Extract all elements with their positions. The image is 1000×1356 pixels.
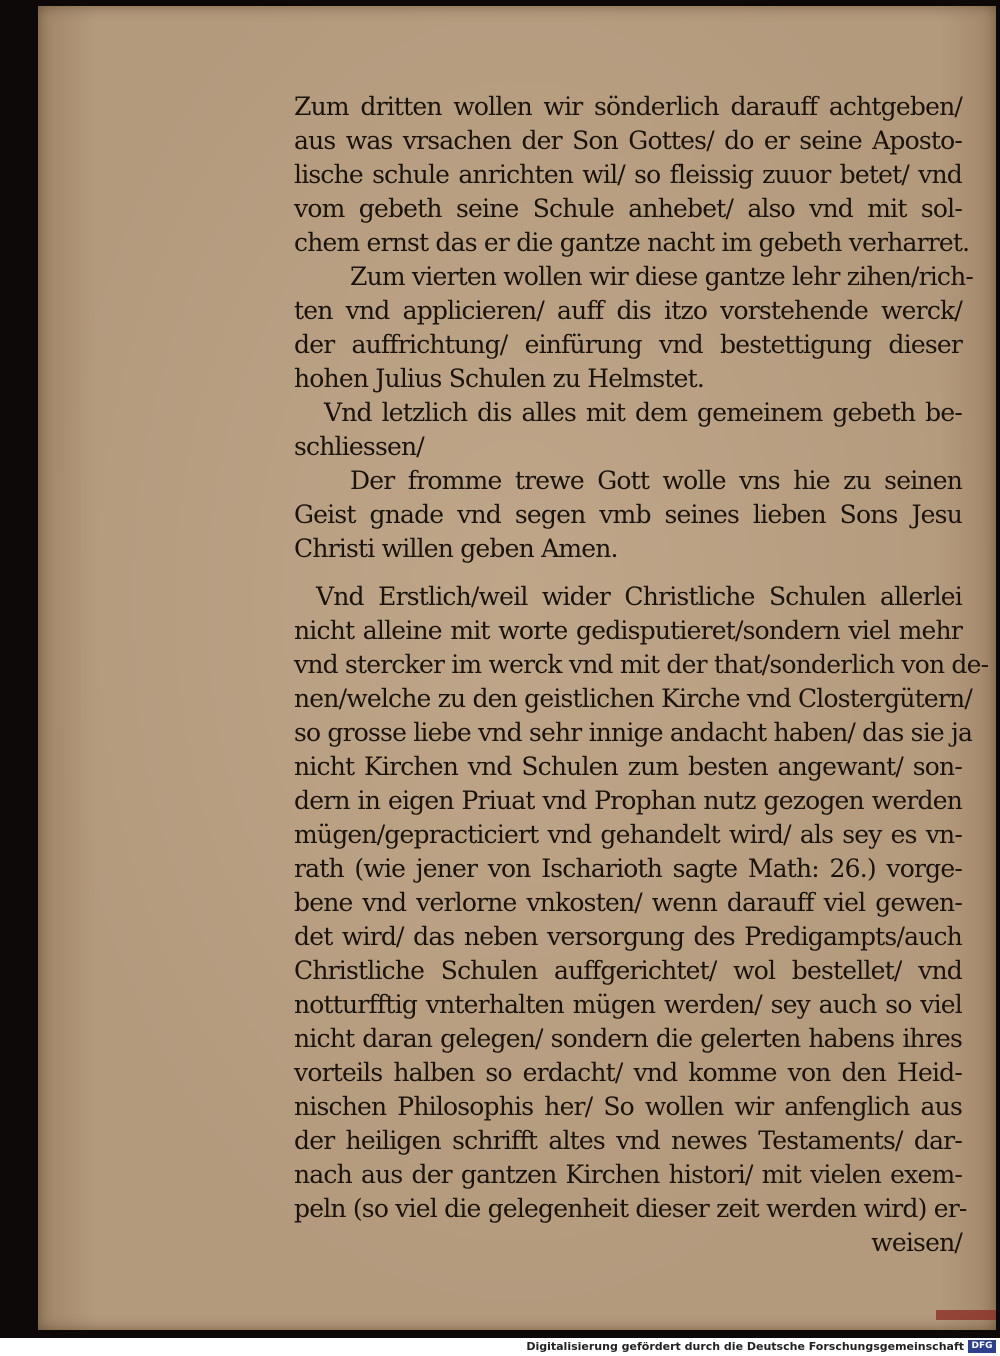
- text-line-9: hohen Julius Schulen zu Helmstet.: [294, 364, 705, 393]
- text-line-12: Der fromme trewe Gott wolle vns hie zu seinen: [350, 466, 962, 495]
- text-line-1: Zum dritten wollen wir sönderlich darauff achtgeben/: [294, 92, 962, 121]
- text-line-30: nischen Philosophis her/ So wollen wir anfenglich aus: [294, 1092, 962, 1121]
- text-line-11: schliessen/: [294, 432, 424, 461]
- text-line-3: lische schule anrichten wil/ so fleissig zuuor betet/ vnd: [294, 160, 962, 189]
- text-line-26: Christliche Schulen auffgerichtet/ wol bestellet/ vnd: [294, 956, 962, 985]
- text-line-31: der heiligen schrifft altes vnd newes Testaments/ dar-: [294, 1126, 962, 1155]
- text-line-20: nicht Kirchen vnd Schulen zum besten angewant/ son-: [294, 752, 962, 781]
- text-line-15: Vnd Erstlich/weil wider Christliche Schulen allerlei: [316, 582, 962, 611]
- text-line-29: vorteils halben so erdacht/ vnd komme von den Heid-: [294, 1058, 962, 1087]
- text-line-18: nen/welche zu den geistlichen Kirche vnd Clostergütern/: [294, 684, 972, 713]
- text-line-5: chem ernst das er die gantze nacht im gebeth verharret.: [294, 228, 970, 257]
- text-line-23: rath (wie jener von Ischarioth sagte Math: 26.) vorge-: [294, 854, 962, 883]
- text-line-28: nicht daran gelegen/ sondern die gelerten habens ihres: [294, 1024, 962, 1053]
- footer-bar: [0, 1338, 1000, 1356]
- text-line-22: mügen/gepracticiert vnd gehandelt wird/ als sey es vn-: [294, 820, 962, 849]
- text-line-7: ten vnd applicieren/ auff dis itzo vorstehende werck/: [294, 296, 962, 325]
- text-line-4: vom gebeth seine Schule anhebet/ also vnd mit sol-: [294, 194, 962, 223]
- text-line-6: Zum vierten wollen wir diese gantze lehr zihen/rich-: [350, 262, 974, 291]
- text-line-25: det wird/ das neben versorgung des Predigampts/auch: [294, 922, 962, 951]
- text-line-27: notturfftig vnterhalten mügen werden/ sey auch so viel: [294, 990, 962, 1019]
- text-line-16: nicht alleine mit worte gedisputieret/sondern viel mehr: [294, 616, 962, 645]
- text-line-34-catchword: weisen/: [871, 1228, 962, 1257]
- text-line-21: dern in eigen Priuat vnd Prophan nutz gezogen werden: [294, 786, 962, 815]
- text-line-10: Vnd letzlich dis alles mit dem gemeinem gebeth be-: [324, 398, 962, 427]
- dfg-logo-icon: DFG: [968, 1340, 996, 1353]
- text-line-33: peln (so viel die gelegenheit dieser zeit werden wird) er-: [294, 1194, 967, 1223]
- text-line-13: Geist gnade vnd segen vmb seines lieben Sons Jesu: [294, 500, 962, 529]
- text-line-8: der auffrichtung/ einfürung vnd bestettigung dieser: [294, 330, 962, 359]
- footer-credit: Digitalisierung gefördert durch die Deutsche Forschungsgemeinschaft: [526, 1340, 964, 1353]
- text-line-2: aus was vrsachen der Son Gottes/ do er seine Aposto-: [294, 126, 962, 155]
- text-line-32: nach aus der gantzen Kirchen histori/ mit vielen exem-: [294, 1160, 962, 1189]
- red-edge-mark: [936, 1310, 996, 1320]
- text-line-14: Christi willen geben Amen.: [294, 534, 618, 563]
- book-page: [38, 6, 996, 1330]
- text-line-17: vnd stercker im werck vnd mit der that/sonderlich von de-: [294, 650, 989, 679]
- text-line-24: bene vnd verlorne vnkosten/ wenn darauff viel gewen-: [294, 888, 962, 917]
- text-line-19: so grosse liebe vnd sehr innige andacht haben/ das sie ja: [294, 718, 973, 747]
